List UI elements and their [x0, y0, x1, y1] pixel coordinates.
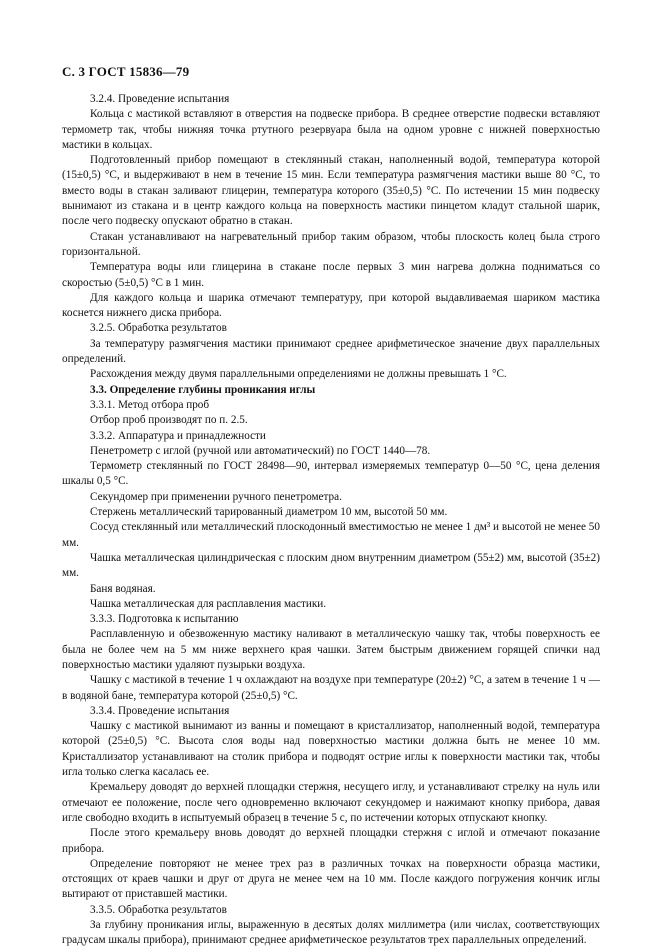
section-line: Секундомер при применении ручного пенетрометра.	[90, 490, 342, 503]
paragraph: За температуру размягчения мастики принимают среднее арифметическое значение двух параллельных определений.	[62, 337, 600, 366]
section-line: Пенетрометр с иглой (ручной или автоматический) по ГОСТ 1440—78.	[90, 444, 431, 457]
paragraph: Подготовленный прибор помещают в стеклянный стакан, наполненный водой, температура которой (15±0,5) °С, и выдерживают в нем в течение 15 мин. Если температура размягчения мастики выше 80 °С, то вместо воды в стакан заливают глицерин, температура которого (35±0,5) °С. По истечении 15 мин подвеску вынимают из стакана и в центр каждого кольца на поверхность мастики пинцетом кладут стальной шарик, после чего подвеску опускают обратно в стакан.	[62, 154, 600, 228]
section-line: 3.3.2. Аппаратура и принадлежности	[90, 429, 266, 442]
section-line: 3.3.4. Проведение испытания	[90, 704, 230, 717]
paragraph: Определение повторяют не менее трех раз в различных точках на поверхности образца мастики, отстоящих от краев чашки и друг от друга не менее чем на 10 мм. После каждого погружения кончик иглы вытирают от приставшей мастики.	[62, 857, 600, 901]
section-line: Отбор проб производят по п. 2.5.	[90, 414, 248, 427]
paragraph: Термометр стеклянный по ГОСТ 28498—90, интервал измеряемых температур 0—50 °С, цена деления шкалы 0,5 °С.	[62, 460, 600, 488]
paragraph: Для каждого кольца и шарика отмечают температуру, при которой выдавливаемая шариком мастика коснется нижнего диска прибора.	[62, 291, 600, 320]
page-header: С. 3 ГОСТ 15836—79	[62, 64, 190, 79]
paragraph: Чашка металлическая цилиндрическая с плоским дном внутренним диаметром (55±2) мм, высотой (35±2) мм.	[62, 551, 600, 580]
paragraph: Чашку с мастикой в течение 1 ч охлаждают на воздухе при температуре (20±2) °С, а затем в течение 1 ч — в водяной бане, температура которой (25±0,5) °С.	[62, 674, 600, 702]
paragraph: За глубину проникания иглы, выраженную в десятых долях миллиметра (или числах, соответствующих градусам шкалы прибора), принимают среднее арифметическое результатов трех параллельных определений.	[62, 919, 600, 947]
paragraph: Сосуд стеклянный или металлический плоскодонный вместимостью не менее 1 дм³ и высотой не менее 50 мм.	[62, 521, 600, 549]
paragraph: Чашку с мастикой вынимают из ванны и помещают в кристаллизатор, наполненный водой, температура которой (25±0,5) °С. Высота слоя воды над поверхностью мастики должна быть не менее 10 мм. Кристаллизатор устанавливают на столик прибора и подводят острие иглы к поверхности мастики так, чтобы игла только слегка касалась ее.	[62, 720, 600, 779]
section-line: 3.3.5. Обработка результатов	[90, 903, 227, 916]
section-line: 3.2.5. Обработка результатов	[90, 322, 227, 335]
section-line: 3.2.4. Проведение испытания	[90, 93, 230, 105]
section-line: Чашка металлическая для расплавления мастики.	[90, 597, 327, 610]
section-line: Баня водяная.	[90, 582, 156, 595]
document-body	[62, 92, 600, 949]
paragraph: Кремальеру доводят до верхней площадки стержня, несущего иглу, и устанавливают стрелку на нуль или отмечают ее положение, после чего одновременно включают секундомер и нажимают кнопку прибора, давая игле свободно входить в испытуемый образец в течение 5 с, по истечении которых отпускают кнопку.	[62, 781, 600, 824]
section-line: 3.3. Определение глубины проникания иглы	[90, 383, 316, 396]
section-line: Стержень металлический тарированный диаметром 10 мм, высотой 50 мм.	[90, 506, 448, 519]
paragraph: Температура воды или глицерина в стакане после первых 3 мин нагрева должна подниматься со скоростью (5±0,5) °С в 1 мин.	[62, 261, 600, 289]
paragraph: Расхождения между двумя параллельными определениями не должны превышать 1 °С.	[90, 368, 507, 381]
paragraph: Стакан устанавливают на нагревательный прибор таким образом, чтобы плоскость колец была строго горизонтальной.	[62, 230, 600, 258]
paragraph: Расплавленную и обезвоженную мастику наливают в металлическую чашку так, чтобы поверхность ее была не более чем на 5 мм ниже верхнего края чашки. Затем быстрым движением горящей спички над поверхностью мастики удаляют пузырьки воздуха.	[62, 628, 600, 671]
paragraph: Кольца с мастикой вставляют в отверстия на подвеске прибора. В среднее отверстие подвески вставляют термометр так, чтобы нижняя точка ртутного резервуара была на одном уровне с нижней поверхностью мастики в кольцах.	[62, 108, 600, 151]
section-line: 3.3.1. Метод отбора проб	[90, 398, 210, 411]
paragraph: После этого кремальеру вновь доводят до верхней площадки стержня с иглой и отмечают показание прибора.	[62, 827, 600, 855]
section-line: 3.3.3. Подготовка к испытанию	[90, 613, 239, 626]
